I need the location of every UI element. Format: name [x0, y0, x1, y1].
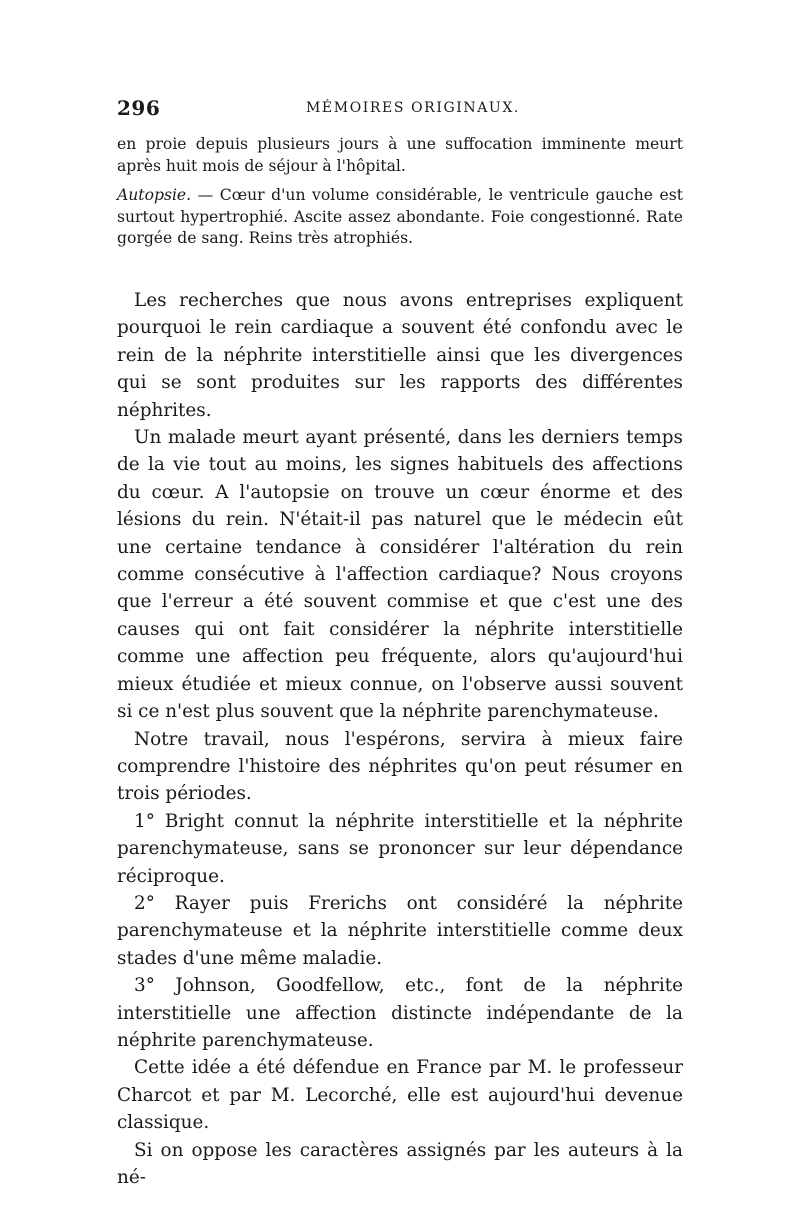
paragraph-period-2: 2° Rayer puis Frerichs ont considéré la néphrite parenchymateuse et la néphrite interstitielle comme deux stades d'une même maladie.: [117, 892, 683, 969]
autopsy-text: — Cœur d'un volume considérable, le ventricule gauche est surtout hypertrophié. Ascite assez abondante. Foie congestionné. Rate gorgée de sang. Reins très atrophiés.: [117, 186, 683, 247]
paragraph-notre-travail: Notre travail, nous l'espérons, servira à mieux faire comprendre l'histoire des néphrites qu'on peut résumer en trois périodes.: [117, 728, 683, 805]
autopsy-paragraph: [117, 185, 683, 250]
main-text: [117, 287, 683, 1191]
paragraph-si-on-oppose: Si on oppose les caractères assignés par les auteurs à la né-: [117, 1139, 683, 1188]
paragraph-recherches: Les recherches que nous avons entreprises expliquent pourquoi le rein cardiaque a souvent été confondu avec le rein de la néphrite interstitielle ainsi que les divergences qui se sont produites sur les rapports des différentes néphrites.: [117, 290, 683, 421]
paragraph-period-1: 1° Bright connut la néphrite interstitielle et la néphrite parenchymateuse, sans se prononcer sur leur dépendance réciproque.: [117, 810, 683, 887]
case-continuation: en proie depuis plusieurs jours à une suffocation imminente meurt après huit mois de séjour à l'hôpital.: [117, 135, 683, 175]
running-title: MÉMOIRES ORIGINAUX.: [306, 100, 520, 116]
case-note: [117, 134, 683, 250]
paragraph-malade: Un malade meurt ayant présenté, dans les derniers temps de la vie tout au moins, les signes habituels des affections du cœur. A l'autopsie on trouve un cœur énorme et des lésions du rein. N'était-il pas naturel que le médecin eût une certaine tendance à considérer l'altération du rein comme consécutive à l'affection cardiaque? Nous croyons que l'erreur a été souvent commise et que c'est une des causes qui ont fait considérer la néphrite interstitielle comme une affection peu fréquente, alors qu'aujourd'hui mieux étudiée et mieux connue, on l'observe aussi souvent si ce n'est plus souvent que la néphrite parenchymateuse.: [117, 427, 683, 723]
autopsy-label: Autopsie.: [117, 186, 192, 204]
paragraph-period-3: 3° Johnson, Goodfellow, etc., font de la néphrite interstitielle une affection distincte indépendante de la néphrite parenchymateuse.: [117, 975, 683, 1051]
paragraph-cette-idee: Cette idée a été défendue en France par M. le professeur Charcot et par M. Lecorché, elle est aujourd'hui devenue classique.: [117, 1057, 683, 1134]
page-number: 296: [117, 96, 161, 120]
page-header: [0, 96, 800, 126]
